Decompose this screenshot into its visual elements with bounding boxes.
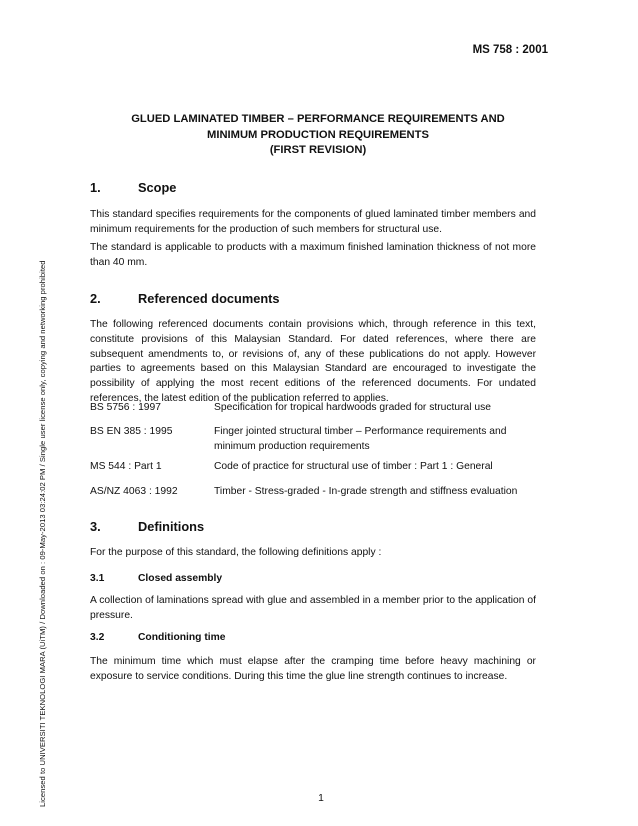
reference-title: Timber - Stress-graded - In-grade strength and stiffness evaluation <box>214 486 518 497</box>
standard-code: MS 758 : 2001 <box>472 44 548 56</box>
definition-number: 3.1 <box>90 573 105 584</box>
reference-title: Code of practice for structural use of timber : Part 1 : General <box>214 461 493 472</box>
scope-paragraph-1: This standard specifies requirements for the components of glued laminated timber members and minimum requirements for the production of such members for structural use. <box>90 209 536 235</box>
definitions-intro: For the purpose of this standard, the following definitions apply : <box>90 547 382 558</box>
definition-number: 3.2 <box>90 632 105 643</box>
document-title <box>90 112 546 159</box>
reference-code: AS/NZ 4063 : 1992 <box>90 486 178 497</box>
section-title: Scope <box>138 180 177 195</box>
section-number: 1. <box>90 180 101 195</box>
reference-code: BS EN 385 : 1995 <box>90 426 173 437</box>
license-watermark: Licensed to UNIVERSITI TEKNOLOGI MARA (UiTM) / Downloaded on : 09-May-2013 03:24:02 PM / Single user license only, copying and networking prohibited <box>38 260 47 807</box>
reference-code: MS 544 : Part 1 <box>90 461 162 472</box>
definition-text: A collection of laminations spread with glue and assembled in a member prior to the application of pressure. <box>90 595 536 621</box>
section-number: 3. <box>90 519 101 534</box>
references-intro: The following referenced documents contain provisions which, through reference in this text, constitute provisions of this Malaysian Standard. For dated references, where there are subsequent amendments to, or revisions of, any of these publications do not apply. However parties to agreements based on this Malaysian Standard are encouraged to investigate the possibility of applying the most recent editions of the referenced documents. For undated references, the latest edition of the publication referred to applies. <box>90 319 536 404</box>
reference-code: BS 5756 : 1997 <box>90 402 161 413</box>
reference-title: Finger jointed structural timber – Performance requirements and minimum production requirements <box>214 426 507 452</box>
section-title: Definitions <box>138 519 205 534</box>
page-number: 1 <box>318 793 324 804</box>
definition-text: The minimum time which must elapse after the cramping time before heavy machining or exposure to service conditions. During this time the glue line strength continues to increase. <box>90 656 536 682</box>
definition-term: Closed assembly <box>138 573 223 584</box>
section-number: 2. <box>90 291 101 306</box>
scope-paragraph-2: The standard is applicable to products with a maximum finished lamination thickness of not more than 40 mm. <box>90 242 536 268</box>
section-title: Referenced documents <box>138 291 280 306</box>
reference-title: Specification for tropical hardwoods graded for structural use <box>214 402 492 413</box>
title-line-1: GLUED LAMINATED TIMBER – PERFORMANCE REQUIREMENTS AND <box>131 113 505 125</box>
title-line-3: (FIRST REVISION) <box>269 144 367 156</box>
title-line-2: MINIMUM PRODUCTION REQUIREMENTS <box>207 128 429 141</box>
definition-term: Conditioning time <box>138 632 226 643</box>
